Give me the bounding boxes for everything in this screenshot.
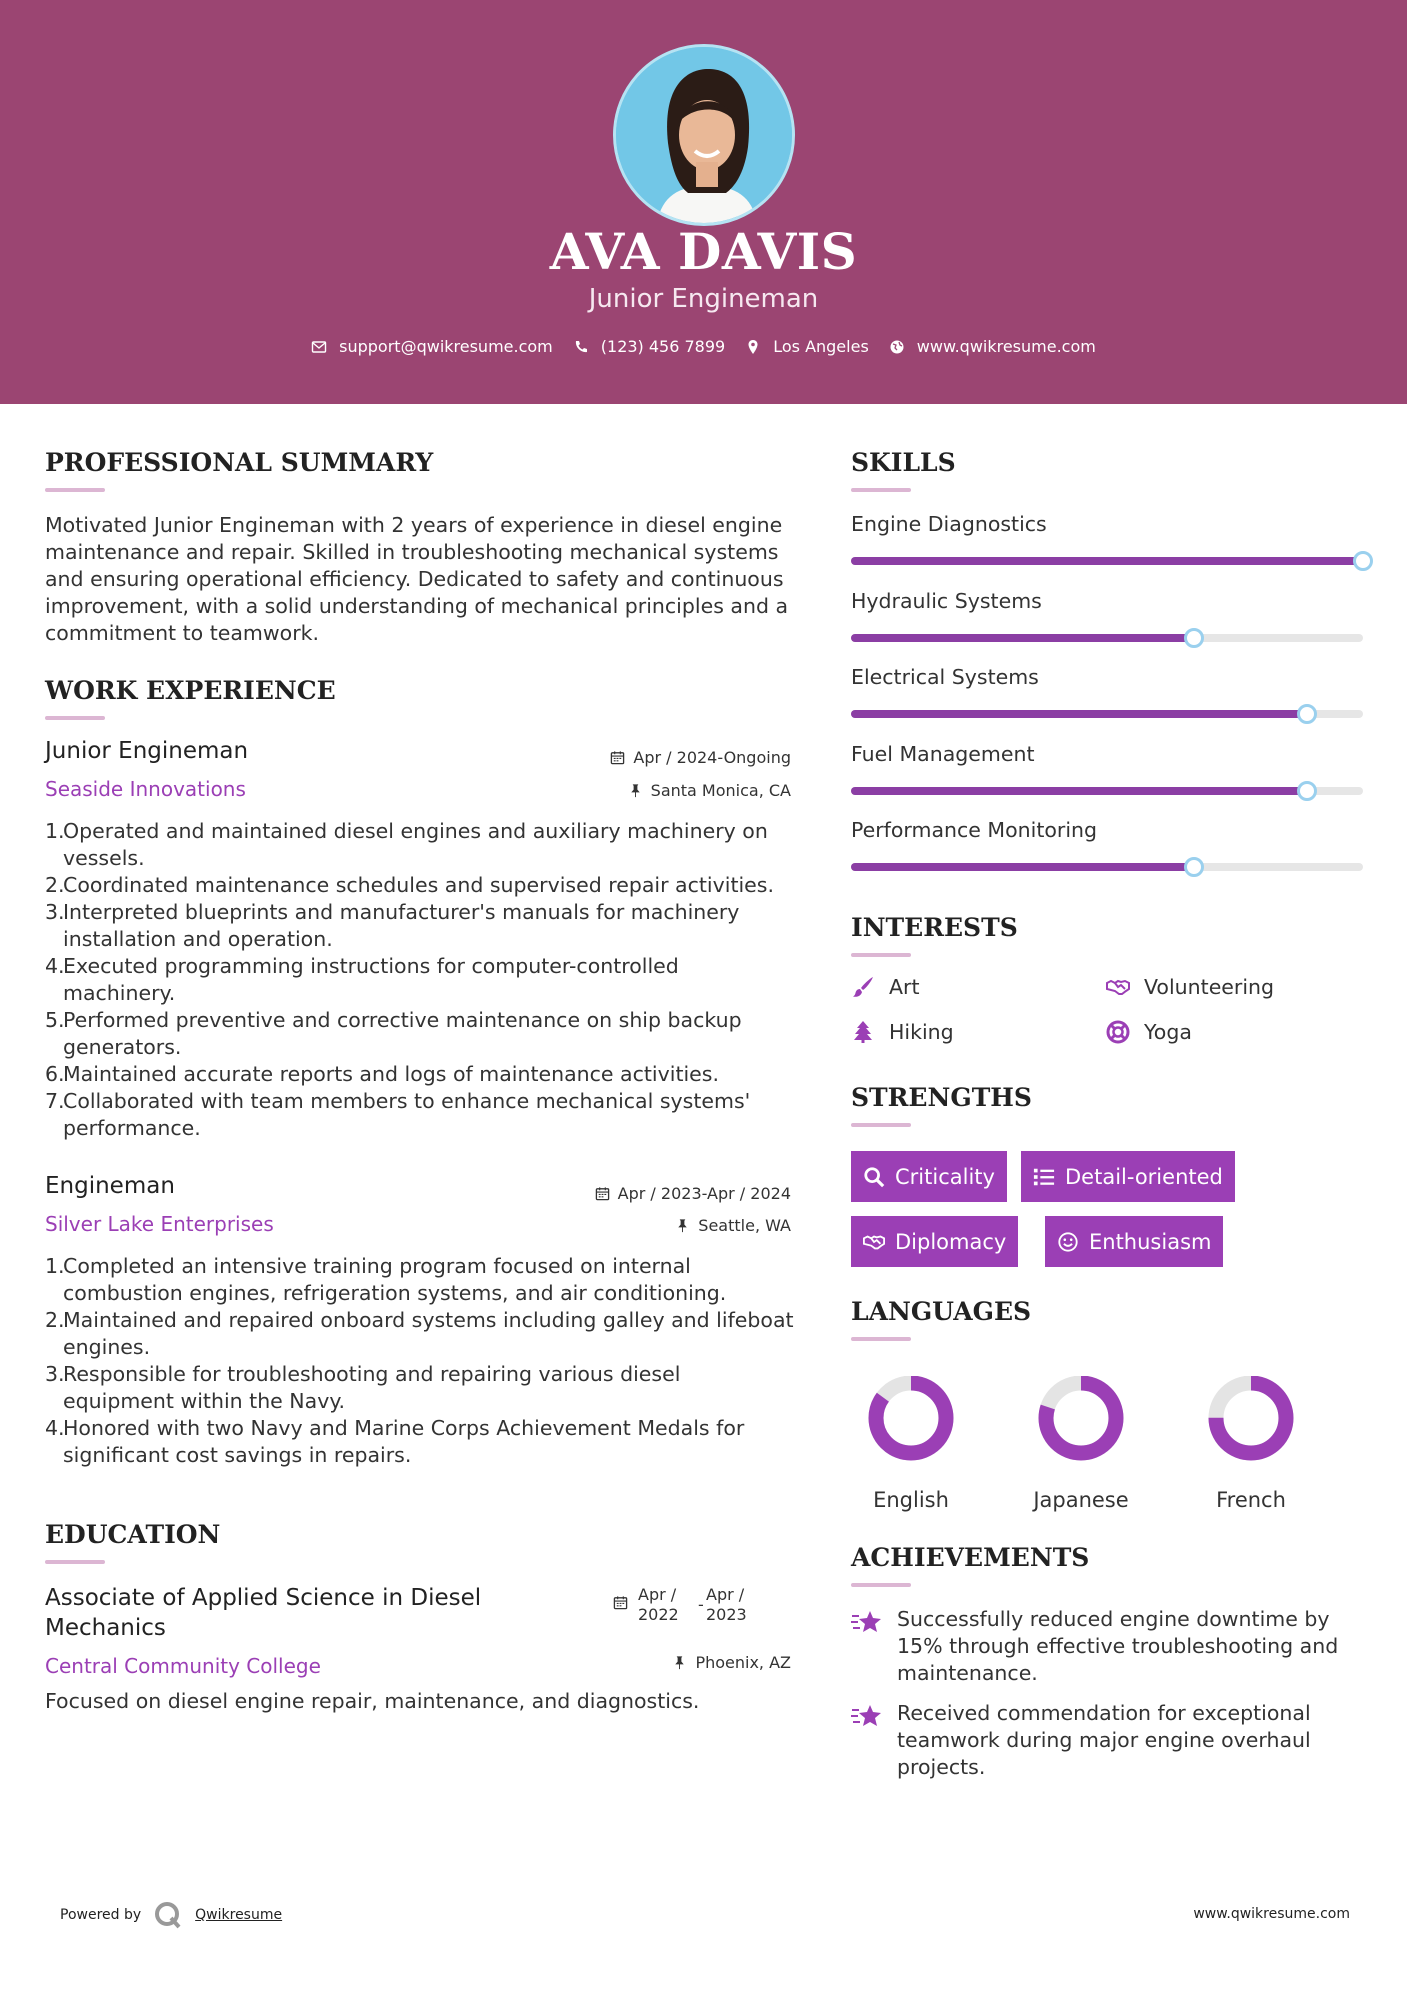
language-donut [1176, 1376, 1326, 1466]
duty-text: Collaborated with team members to enhance mechanical systems' performance. [63, 1089, 751, 1140]
job-location-text: Santa Monica, CA [650, 781, 791, 800]
degree-title: Associate of Applied Science in Diesel Mechanics [45, 1585, 482, 1641]
contact-website[interactable] [889, 337, 1096, 356]
pushpin-icon [628, 783, 643, 798]
pushpin-icon [672, 1655, 687, 1670]
list-item: 6. Maintained accurate reports and logs of maintenance activities. [45, 1062, 719, 1086]
list-item: 3. Responsible for troubleshooting and repairing various diesel equipment within the Navy. [45, 1362, 681, 1413]
interest-item-yoga [1106, 1020, 1192, 1044]
list-item: 2. Coordinated maintenance schedules and supervised repair activities. [45, 873, 774, 897]
strength-label: Detail-oriented [1065, 1164, 1223, 1189]
globe-icon [889, 339, 905, 355]
duty-text: Maintained and repaired onboard systems including galley and lifeboat engines. [63, 1308, 794, 1359]
language-name: English [873, 1488, 949, 1512]
duty-text: Interpreted blueprints and manufacturer's manuals for machinery installation and operation. [63, 900, 740, 951]
skill-bar-track [851, 557, 1363, 565]
shooting-star-icon [851, 1702, 883, 1730]
list-item: 1. Operated and maintained diesel engines and auxiliary machinery on vessels. [45, 819, 768, 870]
list-item: 5. Performed preventive and corrective maintenance on ship backup generators. [45, 1008, 742, 1059]
pushpin-icon [675, 1218, 690, 1233]
skill-name: Electrical Systems [851, 665, 1039, 689]
interests-heading: INTERESTS [851, 913, 1018, 942]
website-text: www.qwikresume.com [916, 337, 1096, 356]
skill-name: Fuel Management [851, 741, 1035, 766]
candidate-name: AVA DAVIS [549, 222, 858, 281]
calendar-icon [613, 1595, 628, 1610]
phone-icon [573, 339, 589, 355]
education-location [672, 1653, 791, 1672]
start-month: Apr / [638, 1585, 677, 1604]
skill-name: Performance Monitoring [851, 818, 1098, 842]
contact-bar [0, 337, 1407, 356]
summary-heading: PROFESSIONAL SUMMARY [45, 448, 434, 477]
skill-level-handle [1353, 551, 1373, 571]
end-month: Apr / [706, 1585, 745, 1604]
duty-text: Completed an intensive training program focused on internal combustion engines, refrigeration systems, and air conditioning. [63, 1254, 727, 1305]
handshake-icon [1106, 975, 1130, 999]
school-name: Central Community College [45, 1654, 321, 1678]
end-date [698, 1585, 747, 1625]
paintbrush-icon [851, 975, 875, 999]
job-title: Engineman [45, 1173, 175, 1199]
start-year: 2022 [638, 1605, 679, 1624]
list-item: 4. Honored with two Navy and Marine Corps Achievement Medals for significant cost savings in repairs. [45, 1416, 745, 1467]
skill-bar-fill [851, 710, 1307, 718]
shooting-star-icon [851, 1608, 883, 1636]
job-dates [610, 748, 791, 767]
language-donut [1006, 1376, 1156, 1466]
job-dates [595, 1184, 791, 1203]
qwikresume-logo-icon [153, 1900, 183, 1930]
footer-website[interactable]: www.qwikresume.com [1193, 1906, 1350, 1922]
strengths-heading: STRENGTHS [851, 1083, 1032, 1112]
duty-text: Maintained accurate reports and logs of maintenance activities. [63, 1062, 719, 1086]
summary-underline [45, 488, 105, 492]
list-item: 3. Interpreted blueprints and manufacturer's manuals for machinery installation and operation. [45, 900, 740, 951]
candidate-title: Junior Engineman [588, 284, 819, 314]
header [0, 0, 1407, 404]
profile-photo [616, 47, 795, 226]
achievement-text: Successfully reduced engine downtime by 15% through effective troubleshooting and maintenance. [897, 1607, 1339, 1685]
contact-phone[interactable] [573, 337, 725, 356]
skill-level-handle [1184, 857, 1204, 877]
calendar-icon [595, 1186, 610, 1201]
skill-bar-track [851, 634, 1363, 642]
education-heading: EDUCATION [45, 1520, 221, 1549]
job-duties-list [45, 1253, 797, 1469]
tree-icon [851, 1020, 875, 1044]
interest-label: Yoga [1144, 1020, 1192, 1044]
job-title: Junior Engineman [45, 738, 249, 764]
interest-label: Art [889, 975, 920, 999]
smile-icon [1057, 1231, 1079, 1253]
language-item [836, 1376, 986, 1512]
footer-powered-by [60, 1900, 282, 1930]
job-duties-list [45, 818, 797, 1142]
contact-location [745, 337, 869, 356]
end-year: 2023 [706, 1605, 747, 1624]
phone-text: (123) 456 7899 [600, 337, 726, 356]
language-name: Japanese [1033, 1488, 1129, 1512]
map-pin-icon [745, 339, 761, 355]
experience-underline [45, 716, 105, 720]
list-item: 2. Maintained and repaired onboard systems including galley and lifeboat engines. [45, 1308, 794, 1359]
list-item: 1. Completed an intensive training program focused on internal combustion engines, refrigeration systems, and air conditioning. [45, 1254, 727, 1305]
skill-level-handle [1297, 704, 1317, 724]
search-icon [863, 1166, 885, 1188]
education-dates [613, 1585, 747, 1625]
brand-link[interactable]: Qwikresume [195, 1907, 283, 1923]
strength-chip-diplomacy [851, 1216, 1018, 1267]
skills-heading: SKILLS [851, 448, 956, 477]
email-text: support@qwikresume.com [339, 337, 553, 356]
duty-text: Executed programming instructions for computer-controlled machinery. [63, 954, 679, 1005]
language-donut [836, 1376, 986, 1466]
skill-bar-track [851, 863, 1363, 871]
interest-item-volunteering [1106, 975, 1274, 999]
education-description: Focused on diesel engine repair, maintenance, and diagnostics. [45, 1689, 700, 1713]
skill-bar-track [851, 710, 1363, 718]
experience-heading: WORK EXPERIENCE [45, 676, 336, 705]
job-location-text: Seattle, WA [698, 1216, 791, 1235]
job-dates-text: Apr / 2024-Ongoing [633, 748, 791, 767]
company-name: Seaside Innovations [45, 777, 246, 801]
strength-label: Diplomacy [895, 1229, 1007, 1254]
contact-email[interactable] [311, 337, 553, 356]
job-location [628, 781, 791, 800]
language-name: French [1216, 1488, 1286, 1512]
skill-bar-fill [851, 557, 1363, 565]
strength-label: Criticality [895, 1164, 995, 1189]
interest-item-hiking [851, 1020, 954, 1044]
company-name: Silver Lake Enterprises [45, 1212, 274, 1236]
languages-heading: LANGUAGES [851, 1297, 1032, 1326]
skill-bar-fill [851, 787, 1307, 795]
avatar [613, 44, 795, 226]
handshake-icon [863, 1231, 885, 1253]
strengths-underline [851, 1123, 911, 1127]
skill-bar-fill [851, 634, 1194, 642]
duty-text: Coordinated maintenance schedules and supervised repair activities. [63, 873, 774, 897]
start-date [638, 1585, 688, 1625]
list-icon [1033, 1166, 1055, 1188]
achievement-text: Received commendation for exceptional teamwork during major engine overhaul projects. [897, 1701, 1311, 1779]
list-item: 7. Collaborated with team members to enhance mechanical systems' performance. [45, 1089, 751, 1140]
skill-level-handle [1297, 781, 1317, 801]
date-separator: - [698, 1595, 704, 1614]
strength-chip-detail-oriented [1021, 1151, 1235, 1202]
skill-level-handle [1184, 628, 1204, 648]
duty-text: Honored with two Navy and Marine Corps Achievement Medals for significant cost savings in repairs. [63, 1416, 745, 1467]
skill-bar-track [851, 787, 1363, 795]
skill-name: Hydraulic Systems [851, 588, 1042, 613]
job-location [675, 1216, 791, 1235]
skill-bar-fill [851, 863, 1194, 871]
achievements-heading: ACHIEVEMENTS [851, 1543, 1090, 1572]
list-item: 4. Executed programming instructions for computer-controlled machinery. [45, 954, 679, 1005]
duty-text: Operated and maintained diesel engines and auxiliary machinery on vessels. [63, 819, 768, 870]
strength-label: Enthusiasm [1089, 1229, 1212, 1254]
language-item [1176, 1376, 1326, 1512]
skill-name: Engine Diagnostics [851, 512, 1047, 536]
job-dates-text: Apr / 2023-Apr / 2024 [617, 1184, 791, 1203]
interest-label: Hiking [889, 1020, 954, 1044]
education-underline [45, 1560, 105, 1564]
interest-item-art [851, 975, 920, 999]
achievement-item [851, 1606, 1351, 1687]
education-location-text: Phoenix, AZ [695, 1653, 791, 1672]
skills-underline [851, 488, 911, 492]
location-text: Los Angeles [773, 337, 869, 356]
summary-text: Motivated Junior Engineman with 2 years of experience in diesel engine maintenance and repair. Skilled in troubleshooting mechanical systems and ensuring operational efficiency. Dedicated to safety and continuous improvement, with a solid understanding of mechanical principles and a commitment to teamwork. [45, 513, 789, 645]
achievements-underline [851, 1583, 911, 1587]
strength-chip-criticality [851, 1151, 1007, 1202]
languages-underline [851, 1337, 911, 1341]
duty-text: Performed preventive and corrective maintenance on ship backup generators. [63, 1008, 742, 1059]
language-item [1006, 1376, 1156, 1512]
powered-by-text: Powered by [60, 1907, 142, 1923]
envelope-icon [311, 339, 327, 355]
interest-label: Volunteering [1144, 975, 1275, 999]
lifebuoy-icon [1106, 1020, 1130, 1044]
calendar-icon [610, 750, 625, 765]
duty-text: Responsible for troubleshooting and repairing various diesel equipment within the Navy. [63, 1362, 681, 1413]
interests-underline [851, 953, 911, 957]
achievement-item [851, 1700, 1351, 1781]
strength-chip-enthusiasm [1045, 1216, 1223, 1267]
